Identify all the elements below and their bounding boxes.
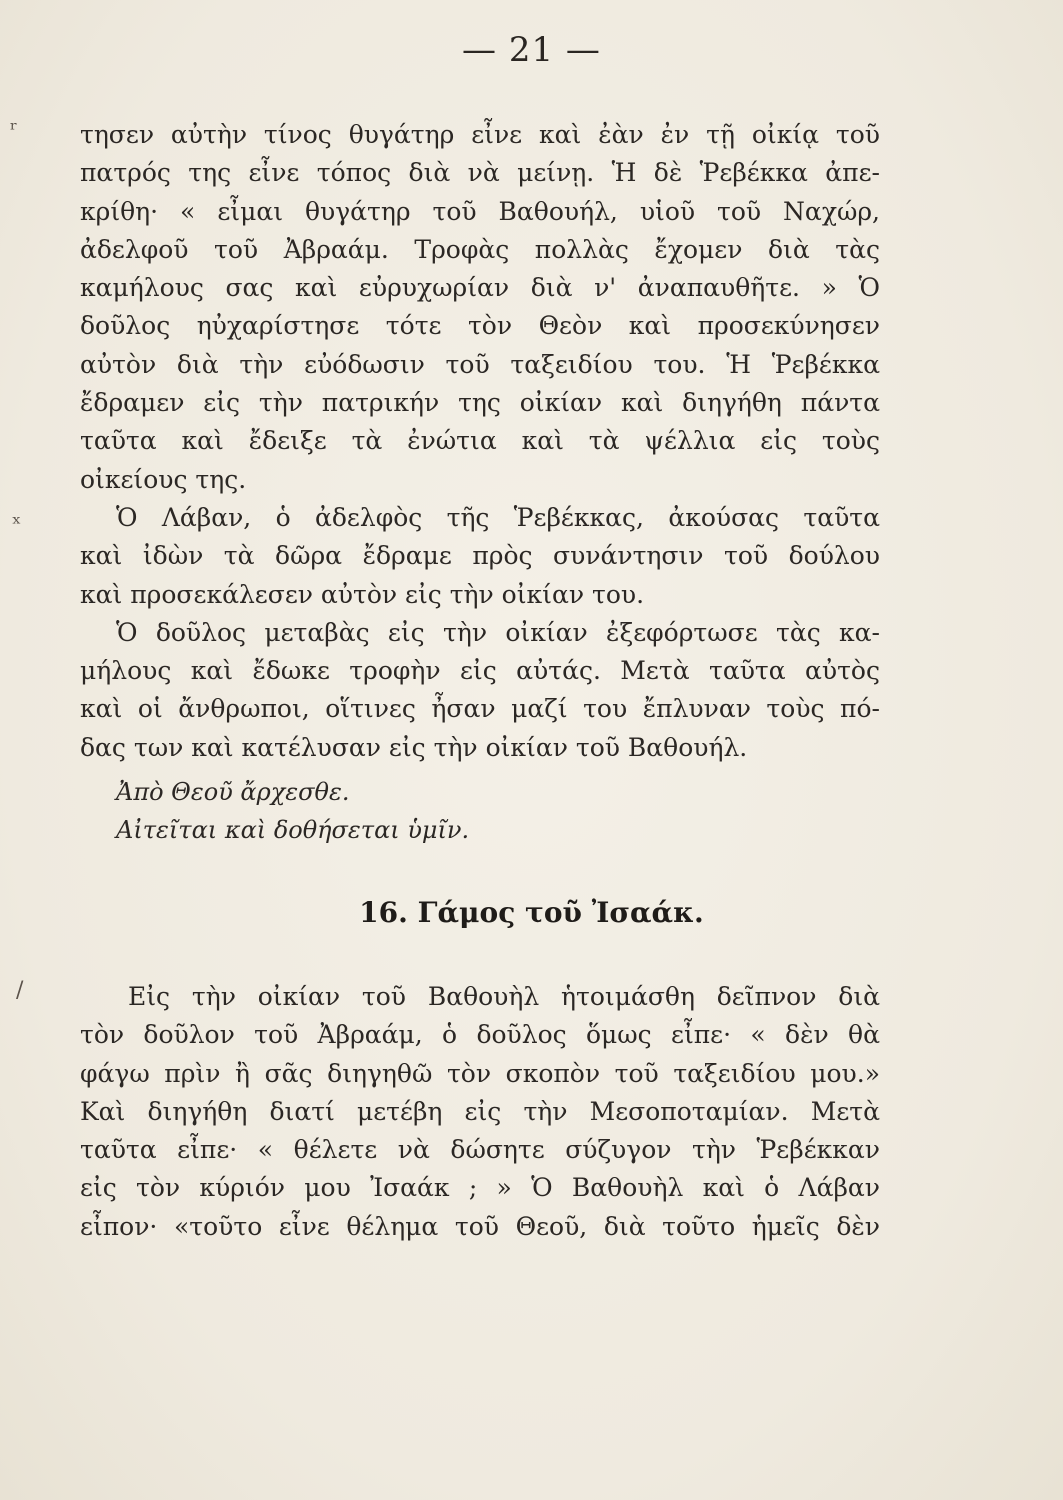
text-line: ταῦτα καὶ ἔδειξε τὰ ἐνώτια καὶ τὰ ψέλλια εἰς τοὺς	[80, 426, 880, 456]
text-line: ταῦτα εἶπε· « θέλετε νὰ δώσητε σύζυγον τὴν Ῥεβέκκαν	[80, 1135, 880, 1165]
text-line: καὶ ἰδὼν τὰ δῶρα ἔδραμε πρὸς συνάντησιν τοῦ δούλου	[80, 541, 880, 571]
text-line: Ὁ Λάβαν, ὁ ἀδελφὸς τῆς Ῥεβέκκας, ἀκούσας ταῦτα	[116, 502, 880, 532]
text-line: εἰς τὸν κύριόν μου Ἰσαάκ ; » Ὁ Βαθουὴλ καὶ ὁ Λάβαν	[80, 1173, 880, 1203]
text-line: τὸν δοῦλον τοῦ Ἀβραάμ, ὁ δοῦλος ὅμως εἶπε· « δὲν θὰ	[80, 1020, 880, 1050]
mottos	[80, 773, 880, 849]
text-line: μήλους καὶ ἔδωκε τροφὴν εἰς αὐτάς. Μετὰ ταῦτα αὐτὸς	[80, 656, 880, 686]
paragraph-3	[80, 614, 880, 767]
text-line: Εἰς τὴν οἰκίαν τοῦ Βαθουὴλ ἡτοιμάσθη δεῖπνον διὰ	[128, 982, 880, 1011]
text-line: πατρός της εἶνε τόπος διὰ νὰ μείνῃ. Ἡ δὲ Ῥεβέκκα ἀπε-	[80, 158, 880, 188]
text-line: φάγω πρὶν ἢ σᾶς διηγηθῶ τὸν σκοπὸν τοῦ ταξειδίου μου.»	[80, 1058, 880, 1088]
text-line: καὶ οἱ ἄνθρωποι, οἵτινες ἦσαν μαζί του ἔπλυναν τοὺς πό-	[80, 694, 880, 724]
text-line: καὶ προσεκάλεσεν αὐτὸν εἰς τὴν οἰκίαν του.	[80, 579, 645, 609]
paragraph-1	[80, 116, 880, 849]
text-line: δοῦλος ηὐχαρίστησε τότε τὸν Θεὸν καὶ προσεκύνησεν	[80, 311, 880, 341]
text-line: καμήλους σας καὶ εὐρυχωρίαν διὰ ν' ἀναπαυθῆτε. » Ὁ	[80, 273, 880, 303]
text-line: δας των καὶ κατέλυσαν εἰς τὴν οἰκίαν τοῦ Βαθουήλ.	[80, 732, 748, 762]
margin-mark-icon: /	[16, 978, 24, 1003]
text-line: κρίθη· « εἶμαι θυγάτηρ τοῦ Βαθουήλ, υἱοῦ τοῦ Ναχώρ,	[80, 196, 880, 226]
margin-mark-icon: ʳ	[10, 118, 18, 143]
text-line: αὐτὸν διὰ τὴν εὐόδωσιν τοῦ ταξειδίου του. Ἡ Ῥεβέκκα	[80, 349, 880, 379]
paragraph-2	[80, 499, 880, 614]
text-line: εἶπον· «τοῦτο εἶνε θέλημα τοῦ Θεοῦ, διὰ τοῦτο ἡμεῖς δὲν	[80, 1211, 880, 1241]
margin-mark-icon: ˣ	[12, 512, 22, 537]
text-line: ἔδραμεν εἰς τὴν πατρικήν της οἰκίαν καὶ διηγήθη πάντα	[80, 388, 880, 418]
section-heading: 16. Γάμος τοῦ Ἰσαάκ.	[359, 896, 704, 929]
text-line: οἰκείους της.	[80, 464, 247, 494]
paragraph-4	[80, 978, 880, 1246]
page-number: — 21 —	[462, 30, 601, 70]
text-line: Καὶ διηγήθη διατί μετέβη εἰς τὴν Μεσοποταμίαν. Μετὰ	[80, 1096, 880, 1126]
text-line: Ὁ δοῦλος μεταβὰς εἰς τὴν οἰκίαν ἐξεφόρτωσε τὰς κα-	[116, 617, 880, 647]
text-line: ἀδελφοῦ τοῦ Ἀβραάμ. Τροφὰς πολλὰς ἔχομεν διὰ τὰς	[80, 234, 880, 264]
motto-line: Ἀπὸ Θεοῦ ἄρχεσθε.	[116, 778, 350, 807]
motto-line: Αἰτεῖται καὶ δοθήσεται ὑμῖν.	[116, 816, 470, 845]
text-line: τησεν αὐτὴν τίνος θυγάτηρ εἶνε καὶ ἐὰν ἐν τῇ οἰκίᾳ τοῦ	[80, 120, 880, 149]
